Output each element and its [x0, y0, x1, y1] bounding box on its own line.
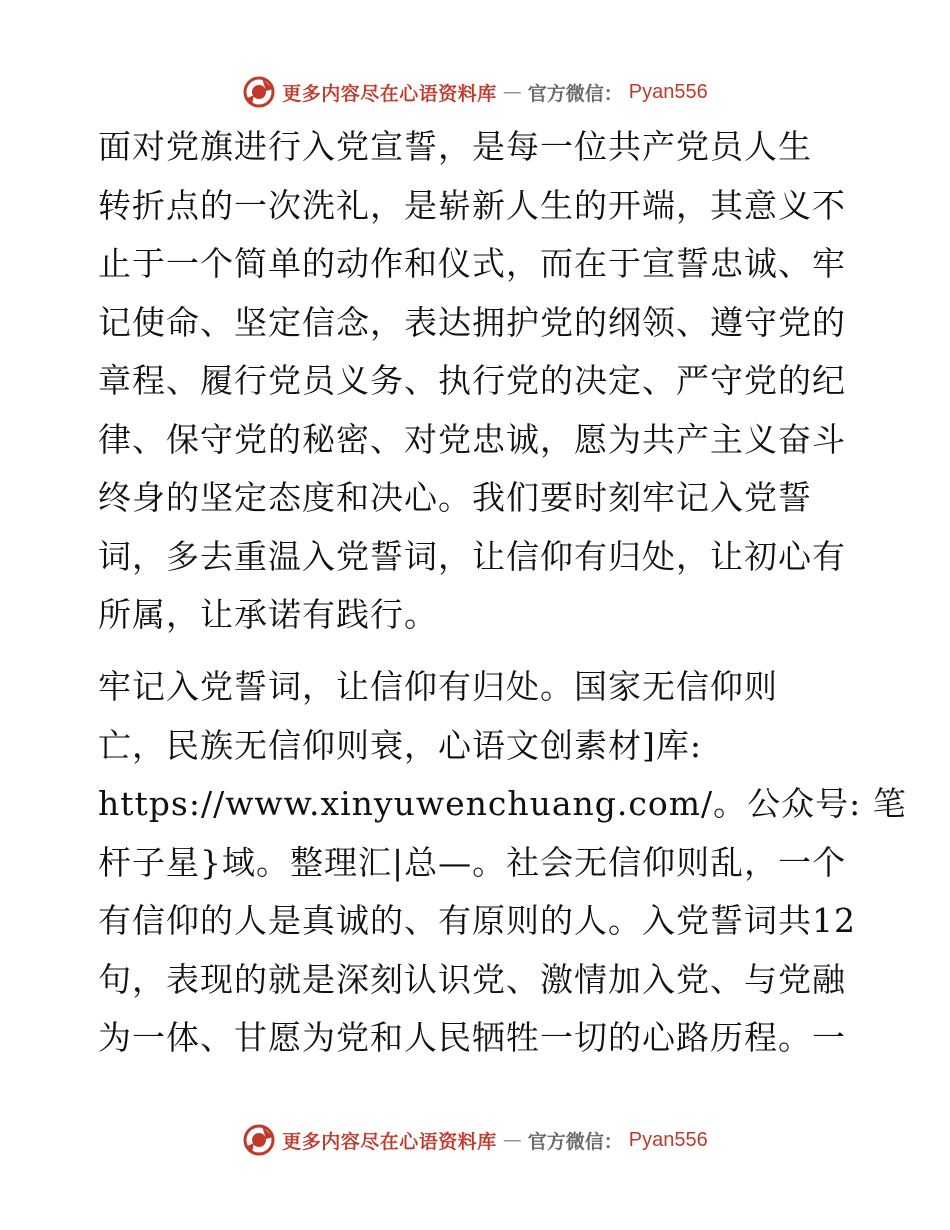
banner-title: 更多内容尽在心语资料库 [282, 82, 497, 105]
logo-icon [242, 1123, 276, 1157]
text-line: 所属，让承诺有践行。 [98, 595, 438, 634]
paragraph-2 [98, 658, 907, 1068]
text-line: 记使命、坚定信念，表达拥护党的纲领、遵守党的 [98, 302, 846, 342]
banner-wechat-id: Pyan556 [628, 1128, 708, 1151]
text-line: 句，表现的就是深刻认识党、激情加入党、与党融 [98, 959, 846, 999]
text-line: 亡，民族无信仰则衰，心语文创素材]库: [98, 725, 702, 765]
text-line: 转折点的一次洗礼，是崭新人生的开端，其意义不 [98, 185, 846, 225]
text-line: 牢记入党誓词，让信仰有归处。国家无信仰则 [98, 667, 778, 706]
text-line: 章程、履行党员义务、执行党的决定、严守党的纪 [98, 361, 846, 400]
text-line: 终身的坚定态度和决心。我们要时刻牢记入党誓 [98, 478, 812, 517]
text-line: 词，多去重温入党誓词，让信仰有归处，让初心有 [98, 536, 846, 576]
banner-wechat-label: 官方微信： [527, 82, 623, 105]
banner-wechat-id: Pyan556 [628, 80, 708, 103]
banner-wechat-label: 官方微信： [527, 1130, 623, 1153]
banner-separator: — [502, 1129, 522, 1151]
header-banner [0, 72, 950, 112]
text-line: 杆子星}域。整理汇|总—。社会无信仰则乱，一个 [98, 842, 847, 882]
logo-icon [242, 75, 276, 109]
footer-banner [0, 1120, 950, 1160]
text-line: 为一体、甘愿为党和人民牺牲一切的心路历程。一 [98, 1018, 846, 1057]
text-line-url: https://www.xinyuwenchuang.com/。公众号: 笔 [98, 784, 907, 823]
text-line: 律、保守党的秘密、对党忠诚，愿为共产主义奋斗 [98, 419, 846, 459]
text-line: 面对党旗进行入党宣誓，是每一位共产党员人生 [98, 127, 812, 166]
paragraph-1 [98, 118, 858, 645]
banner-title: 更多内容尽在心语资料库 [282, 1130, 497, 1153]
text-line: 止于一个简单的动作和仪式，而在于宣誓忠诚、牢 [98, 244, 846, 283]
text-line: 有信仰的人是真诚的、有原则的人。入党誓词共12 [98, 901, 856, 940]
banner-separator: — [502, 81, 522, 103]
